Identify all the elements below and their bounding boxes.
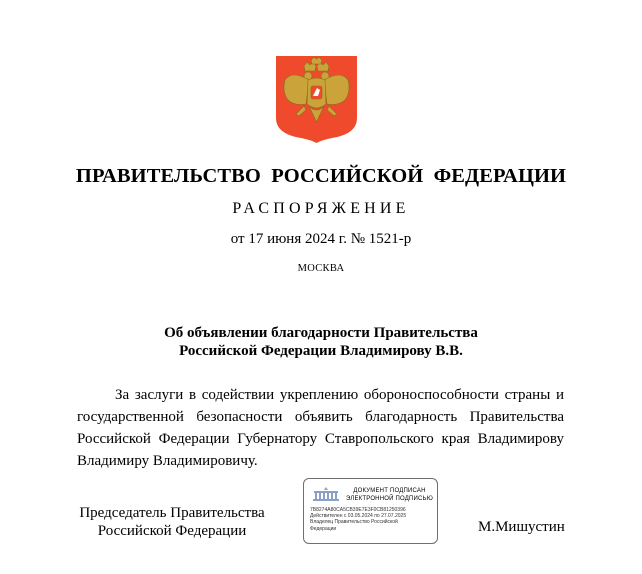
government-title: ПРАВИТЕЛЬСТВО РОССИЙСКОЙ ФЕДЕРАЦИИ xyxy=(75,165,567,187)
subject-line-2: Российской Федерации Владимирову В.В. xyxy=(179,343,463,359)
document-type: РАСПОРЯЖЕНИЕ xyxy=(232,200,410,217)
signatory-position-line-1: Председатель Правительства xyxy=(79,505,265,521)
subject-line-1: Об объявлении благодарности Правительства xyxy=(164,325,478,341)
body-paragraph: За заслуги в содействии укреплению обороноспособности страны и государственной безопасности объявить благодарность Правительства Российской Федерации Губернатору Ставропольского края Владимирову Владимиру Владимировичу. xyxy=(77,387,564,469)
document-date-number: от 17 июня 2024 г. № 1521-р xyxy=(230,231,412,247)
stamp-title xyxy=(342,487,437,503)
stamp-validity: Действителен с 03.05.2024 по 27.07.2025 xyxy=(310,513,407,520)
stamp-title-line-1: ДОКУМЕНТ ПОДПИСАН xyxy=(353,488,426,494)
stamp-owner-line-2: Федерации xyxy=(310,525,337,532)
electronic-signature-stamp xyxy=(303,478,438,544)
stamp-certificate: 7B8274A80CA5CB39E7E3F0CB81250396 xyxy=(310,507,406,513)
signatory-position-line-2: Российской Федерации xyxy=(97,523,247,539)
stamp-details xyxy=(310,507,436,532)
stamp-title-line-2: ЭЛЕКТРОННОЙ ПОДПИСЬЮ xyxy=(346,496,433,502)
document-subject xyxy=(0,324,642,360)
stamp-owner-line-1: Владелец Правительство Российской xyxy=(310,519,398,526)
signatory-position xyxy=(77,504,267,540)
document-city: МОСКВА xyxy=(297,263,345,274)
russian-coat-of-arms-icon xyxy=(276,56,357,143)
government-building-icon xyxy=(311,486,341,502)
signatory-name: М.Мишустин xyxy=(478,519,565,535)
